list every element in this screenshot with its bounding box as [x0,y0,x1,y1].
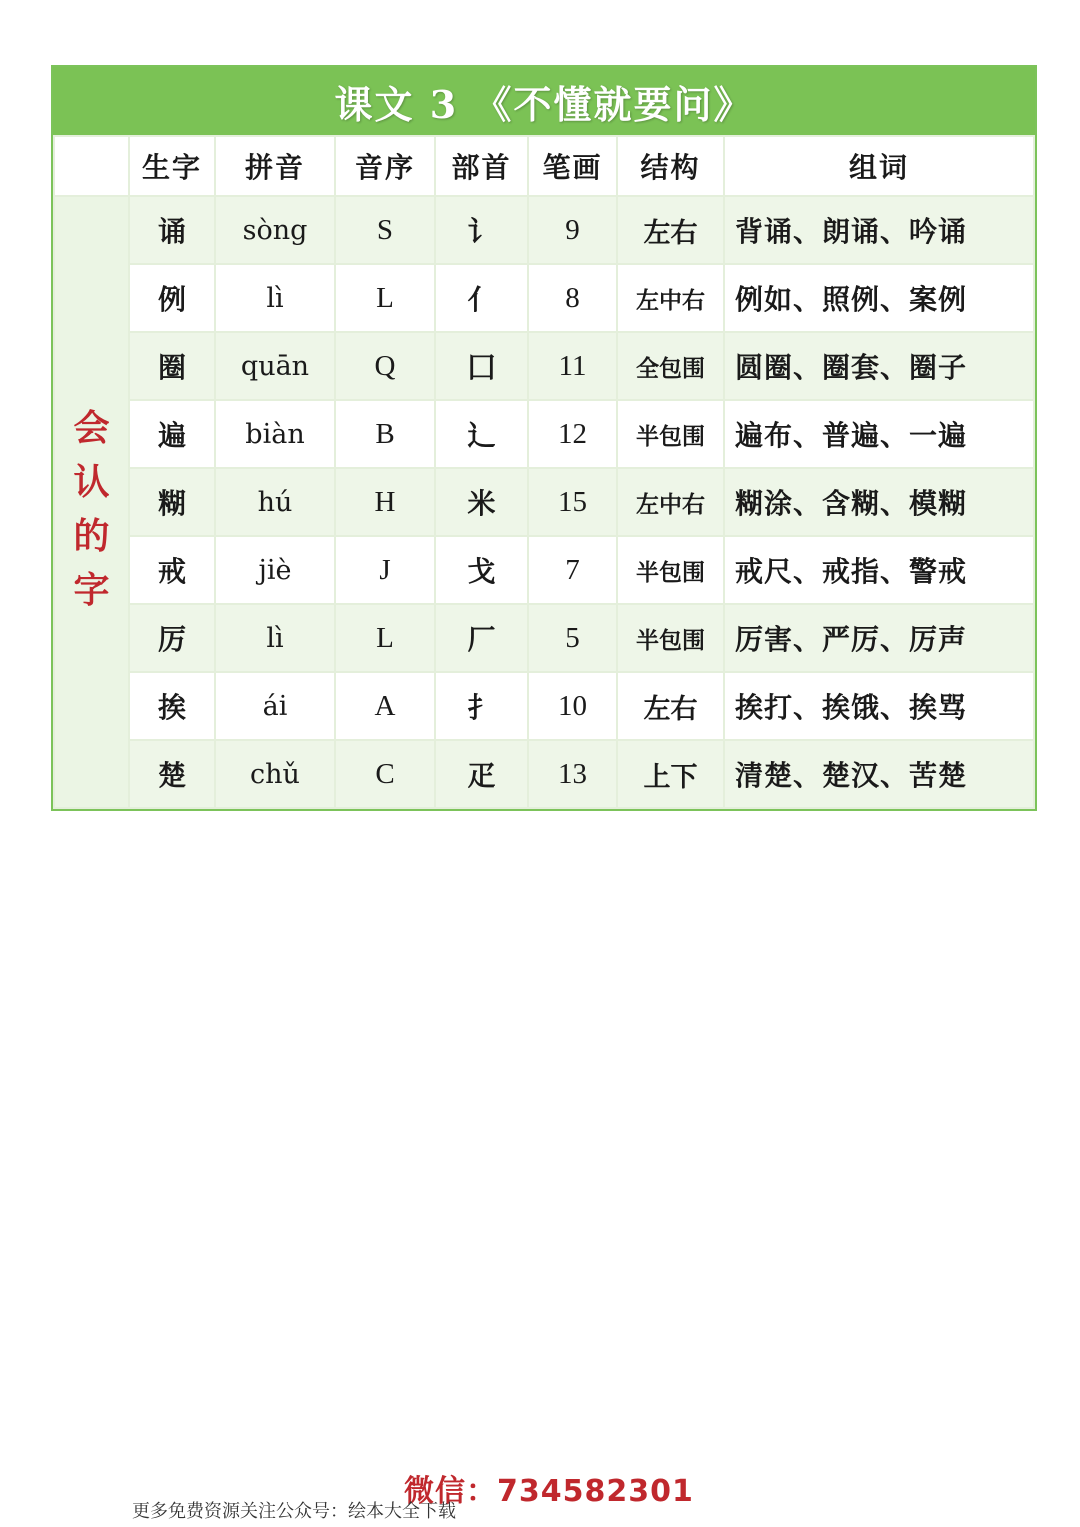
cell-words: 糊涂、含糊、模糊 [724,468,1034,536]
cell-strokes: 9 [528,196,617,264]
side-label-char: 的 [73,515,110,557]
footer-note: 更多免费资源关注公众号：绘本大全下载 [132,1501,456,1522]
header-pinyin: 拼音 [215,136,335,196]
cell-structure: 半包围 [617,400,724,468]
cell-char: 戒 [129,536,215,604]
header-radical: 部首 [435,136,528,196]
header-words: 组词 [724,136,1034,196]
side-label-char: 字 [73,569,110,611]
cell-pinyin: quān [215,332,335,400]
cell-radical: 米 [435,468,528,536]
cell-words: 厉害、严厉、厉声 [724,604,1034,672]
cell-initial: Q [335,332,435,400]
cell-initial: J [335,536,435,604]
table-row [54,400,1034,468]
cell-structure: 上下 [617,740,724,808]
cell-structure: 左右 [617,196,724,264]
side-label-char: 会 [73,407,110,449]
table-row [54,672,1034,740]
cell-pinyin: hú [215,468,335,536]
cell-radical: 戈 [435,536,528,604]
cell-initial: B [335,400,435,468]
cell-char: 遍 [129,400,215,468]
cell-initial: H [335,468,435,536]
cell-words: 圆圈、圈套、圈子 [724,332,1034,400]
table-row [54,604,1034,672]
lesson-title: 课文 3 《不懂就要问》 [53,67,1035,135]
cell-initial: L [335,604,435,672]
cell-strokes: 7 [528,536,617,604]
cell-radical: 囗 [435,332,528,400]
cell-radical: 讠 [435,196,528,264]
cell-strokes: 13 [528,740,617,808]
cell-char: 挨 [129,672,215,740]
cell-radical: 疋 [435,740,528,808]
cell-strokes: 8 [528,264,617,332]
cell-char: 诵 [129,196,215,264]
cell-pinyin: biàn [215,400,335,468]
cell-radical: 辶 [435,400,528,468]
cell-initial: S [335,196,435,264]
cell-words: 清楚、楚汉、苦楚 [724,740,1034,808]
header-blank [54,136,129,196]
cell-radical: 亻 [435,264,528,332]
wechat-contact: 微信：734582301 [404,1474,694,1509]
header-initial: 音序 [335,136,435,196]
cell-structure: 左中右 [617,468,724,536]
cell-words: 戒尺、戒指、警戒 [724,536,1034,604]
cell-words: 例如、照例、案例 [724,264,1034,332]
cell-structure: 左中右 [617,264,724,332]
cell-pinyin: lì [215,604,335,672]
cell-pinyin: jiè [215,536,335,604]
cell-radical: 扌 [435,672,528,740]
header-strokes: 笔画 [528,136,617,196]
cell-initial: C [335,740,435,808]
lesson-table-card [51,65,1037,811]
table-row [54,332,1034,400]
cell-structure: 半包围 [617,536,724,604]
side-label [54,196,129,808]
table-row [54,468,1034,536]
cell-initial: L [335,264,435,332]
cell-char: 圈 [129,332,215,400]
cell-char: 楚 [129,740,215,808]
table-row [54,740,1034,808]
cell-strokes: 15 [528,468,617,536]
cell-radical: 厂 [435,604,528,672]
table-row [54,536,1034,604]
table-row [54,196,1034,264]
cell-char: 厉 [129,604,215,672]
cell-structure: 半包围 [617,604,724,672]
cell-pinyin: sòng [215,196,335,264]
cell-pinyin: chǔ [215,740,335,808]
cell-strokes: 5 [528,604,617,672]
cell-strokes: 10 [528,672,617,740]
cell-char: 例 [129,264,215,332]
cell-pinyin: lì [215,264,335,332]
cell-strokes: 12 [528,400,617,468]
table-row [54,264,1034,332]
cell-char: 糊 [129,468,215,536]
cell-strokes: 11 [528,332,617,400]
header-structure: 结构 [617,136,724,196]
cell-words: 遍布、普遍、一遍 [724,400,1034,468]
side-label-char: 认 [73,461,110,503]
character-table [53,135,1035,809]
cell-structure: 左右 [617,672,724,740]
cell-initial: A [335,672,435,740]
cell-words: 挨打、挨饿、挨骂 [724,672,1034,740]
table-header-row [54,136,1034,196]
cell-pinyin: ái [215,672,335,740]
cell-structure: 全包围 [617,332,724,400]
cell-words: 背诵、朗诵、吟诵 [724,196,1034,264]
header-char: 生字 [129,136,215,196]
